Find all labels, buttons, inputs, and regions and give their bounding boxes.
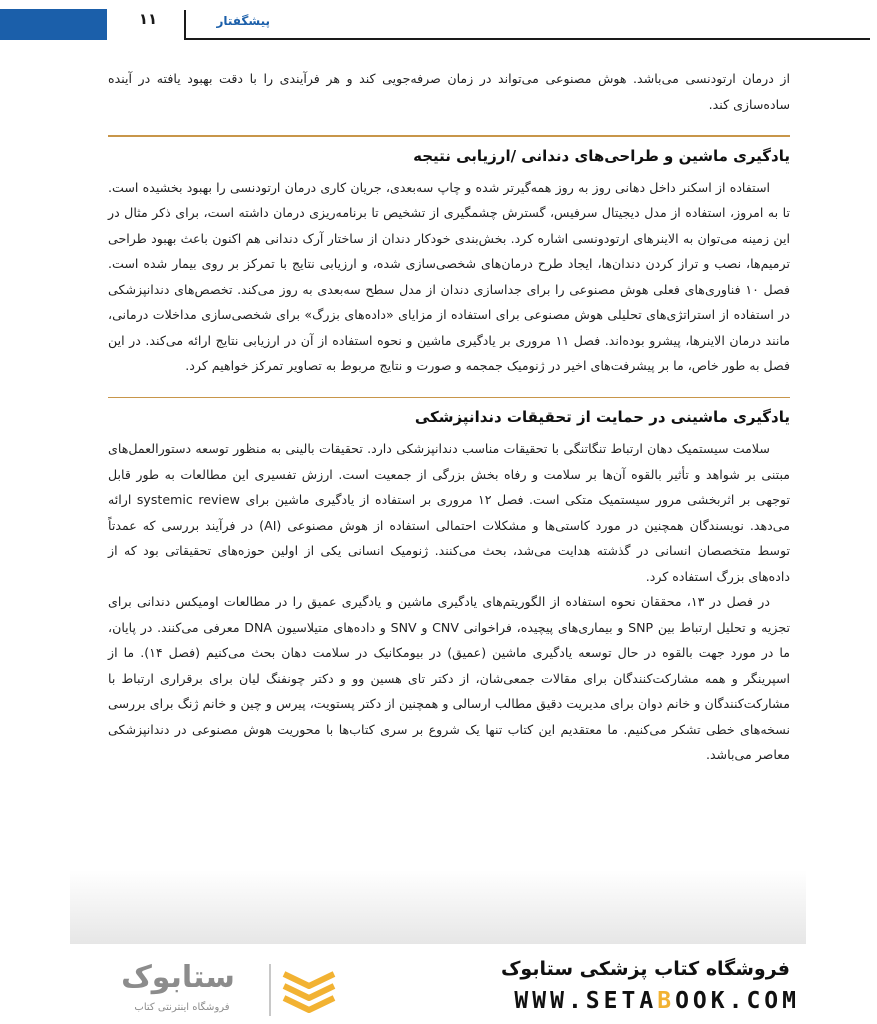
page-body xyxy=(108,66,790,768)
page-number: ۱۱ xyxy=(138,10,158,28)
logo-brand-text: ستابوک xyxy=(121,960,235,995)
url-accent-letter: B xyxy=(657,988,676,1014)
setabook-logo xyxy=(98,960,338,1020)
logo-tagline: فروشگاه اینترنتی کتاب xyxy=(134,1002,230,1013)
header-rule xyxy=(184,38,870,40)
intro-paragraph: از درمان ارتودنسی می‌باشد. هوش مصنوعی می‌تواند در زمان صرفه‌جویی کند و هر فرآیندی را با دقت بهبود یافته در آینده ساده‌سازی کند. xyxy=(108,71,790,112)
section-paragraph: در فصل در ۱۳، محققان نحوه استفاده از الگوریتم‌های یادگیری ماشین و یادگیری عمیق را در مطالعات اومیکس دندانی برای تجزیه و تحلیل ارتباط بین SNP و بیماری‌های پیچیده، فراخوانی CNV و SNV و داده‌های متیلاسیون DNA معرفی می‌کنند. در پایان، ما در مورد جهت بالقوه در حال توسعه یادگیری ماشین (عمیق) در بیومکانیک در سلامت دهان بحث می‌کنیم (فصل ۱۴). ما از اسپرینگر و همه مشارکت‌کنندگان برای مقالات جمعی‌شان، از دکتر تای هسین وو و دکتر چونفنگ لیان برای برقراری ارتباط با مشارکت‌کنندگان و خانم دوان برای مدیریت دقیق مطالب ارسالی و همچنین از دکتر پستویت، پیرس و چین و خانم ژنگ برای بررسی نسخه‌های خطی تشکر می‌کنیم. ما معتقدیم این کتاب تنها یک شروع بر سری کتاب‌ها با محوریت هوش مصنوعی در دندانپزشکی معاصر می‌باشد. xyxy=(108,594,790,762)
url-part-2: OOK.COM xyxy=(675,988,800,1014)
section-paragraph: استفاده از اسکنر داخل دهانی روز به روز همه‌گیرتر شده و چاپ سه‌بعدی، جریان کاری درمان ارتودنسی را بهبود بخشیده است. تا به امروز، استفاده از مدل دیجیتال سرفیس، گسترش چشمگیری از تشخیص تا برنامه‌ریزی درمان داشته است، برای ذکر مثال در این زمینه می‌توان به الاینرهای ارتودونسی اشاره کرد. بخش‌بندی خودکار دندان از ساختار آرک دندانی هم اکنون باعث بهبود طراحی ترمیم‌ها، نصب و تراز کردن دندان‌ها، ایجاد طرح درمان‌های شخصی‌سازی شده، و ارزیابی نتایج با تمرکز بر روی بیمار شده است. فصل ۱۰ فناوری‌های فعلی هوش مصنوعی را برای جداسازی دندان از مدل سطح سه‌بعدی به روز می‌کند. تخصص‌های دندانپزشکی در استفاده از استراتژی‌های تحلیلی هوش مصنوعی برای استفاده از مزایای «داده‌های بزرگ» برای شخصی‌سازی مداخلات درمانی، مانند درمان الاینرها، پیشرو بوده‌اند. فصل ۱۱ مروری بر یادگیری ماشین و نحوه استفاده از آن در ارزیابی نتایج ارائه می‌کند. در این فصل به طور خاص، ما بر پیشرفت‌های اخیر در ژنومیک جمجمه و صورت و نتایج مربوط به تصاویر تمرکز خواهیم کرد. xyxy=(108,179,791,373)
store-url[interactable] xyxy=(440,988,800,1018)
logo-separator xyxy=(269,964,271,1016)
section-paragraph: سلامت سیستمیک دهان ارتباط تنگاتنگی با تحقیقات مناسب دندانپزشکی دارد. تحقیقات بالینی به منظور توسعه دستورالعمل‌های مبتنی بر شواهد و تأثیر بالقوه آن‌ها بر سلامت و رفاه بخش بزرگی از جمعیت است. ارزش تفسیری این مطالعات به طور قابل توجهی بر اثربخشی مرور سیستمیک متکی است. فصل ۱۲ مروری بر استفاده از یادگیری ماشین برای systemic review ارائه می‌دهد. نویسندگان همچنین در مورد کاستی‌ها و مشکلات احتمالی استفاده از هوش مصنوعی (AI) در فرآیند بررسی که عمدتاً توسط متخصصان انسانی در گذشته هدایت می‌شد، بحث می‌کنند. ژنومیک انسانی یکی از اولین حوزه‌های تحقیقاتی بود که از داده‌های بزرگ استفاده کرد. xyxy=(108,441,790,584)
store-name: فروشگاه کتاب پزشکی ستابوک xyxy=(500,958,790,980)
header-divider xyxy=(184,10,186,40)
section-title: یادگیری ماشین و طراحی‌های دندانی /ارزیابی نتیجه xyxy=(413,146,790,165)
stacked-chevrons-book-icon xyxy=(280,964,338,1016)
footer-shade xyxy=(70,870,806,944)
header-color-bar xyxy=(0,9,107,40)
section-rule xyxy=(108,135,790,137)
section-title: یادگیری ماشینی در حمایت از تحقیقات دندانپزشکی xyxy=(414,408,790,426)
section-ml-dental-research xyxy=(108,397,790,768)
url-part-1: WWW.SETA xyxy=(514,988,658,1014)
running-title: پیشگفتار xyxy=(216,14,270,28)
section-rule xyxy=(108,397,790,399)
section-ml-dental-design xyxy=(108,135,790,379)
